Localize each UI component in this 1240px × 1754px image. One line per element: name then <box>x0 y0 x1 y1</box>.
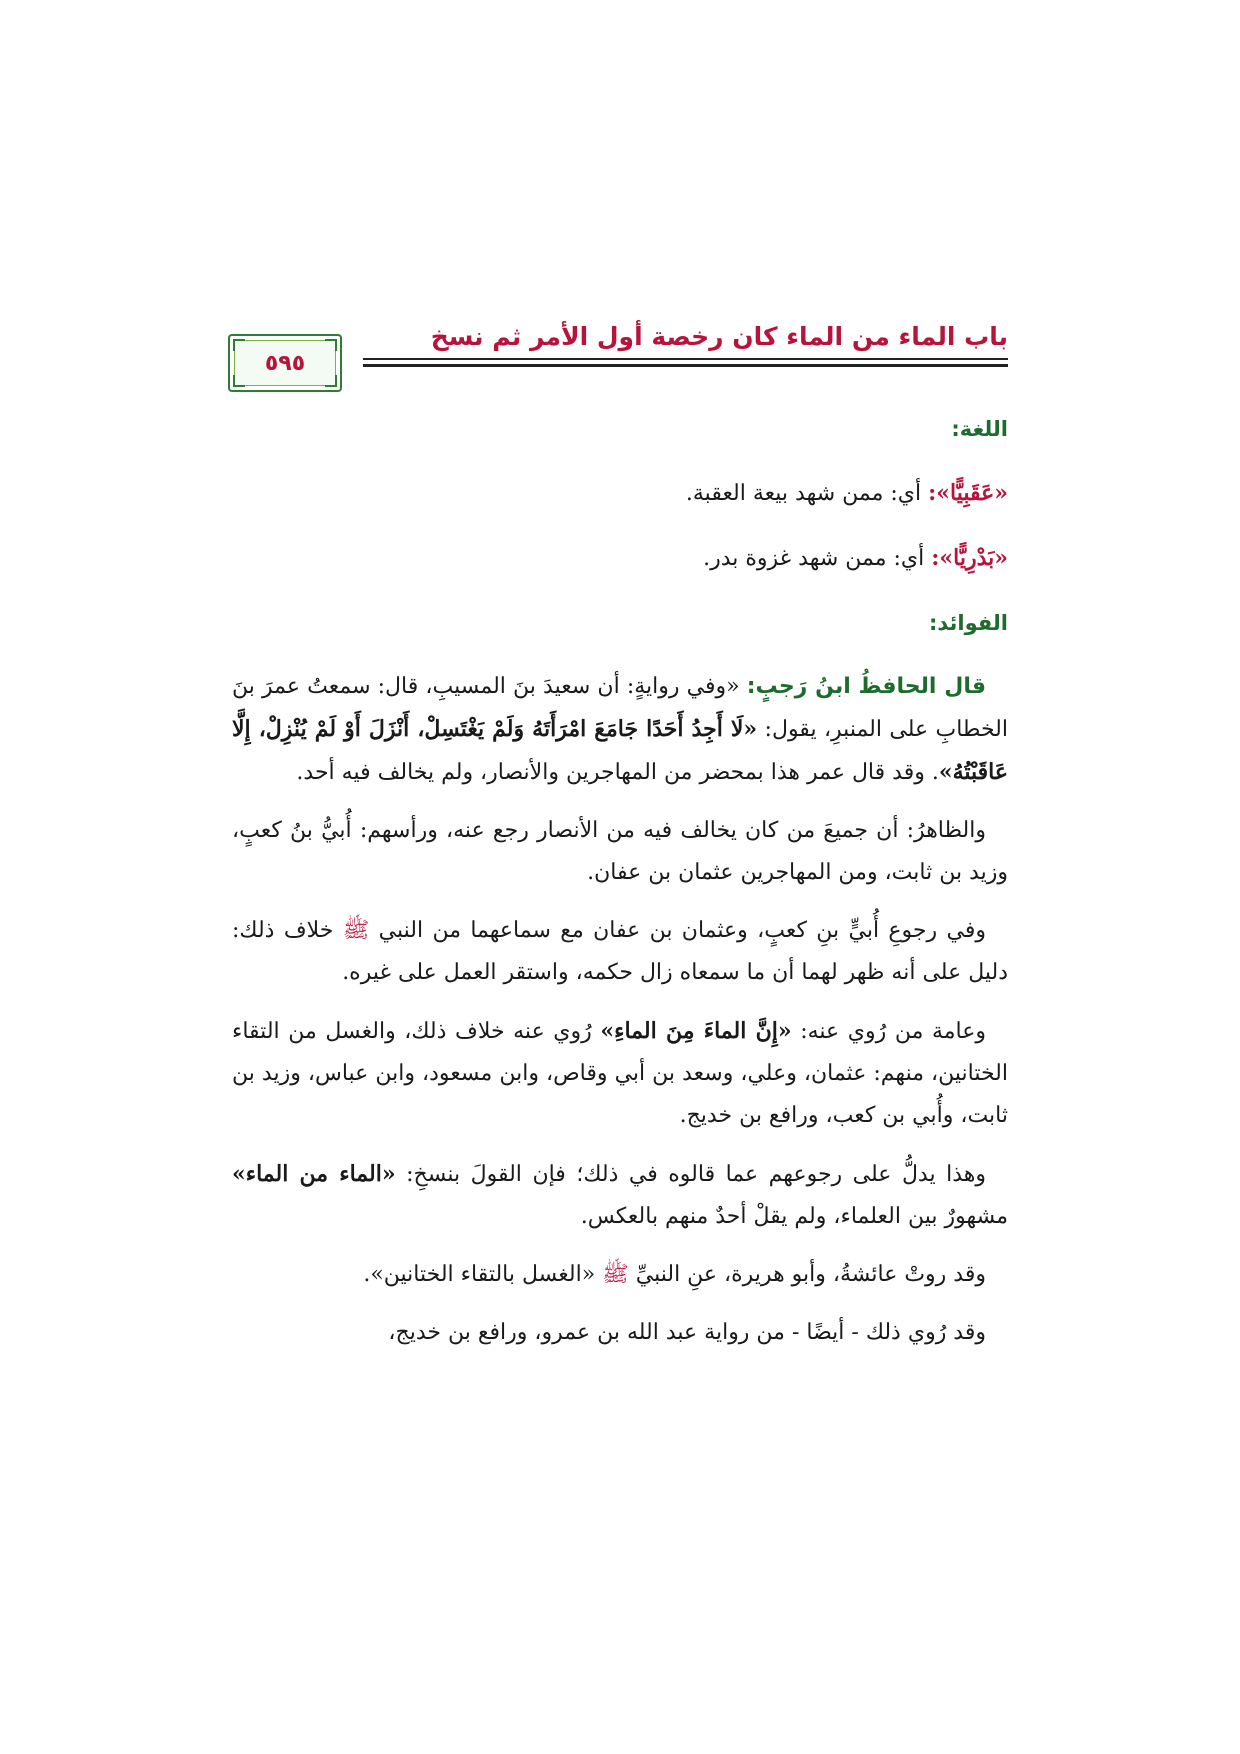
page-header <box>228 318 1008 378</box>
gloss-meaning: أي: ممن شهد بيعة العقبة. <box>685 481 922 506</box>
frame-corner-ornament <box>325 375 337 387</box>
paragraph <box>232 1254 1008 1296</box>
speaker-name: قال الحافظُ ابنُ رَجبٍ: <box>746 674 986 699</box>
paragraph-text: وقد روتْ عائشةُ، وأبو هريرة، عنِ النبيِّ <box>635 1262 986 1287</box>
frame-corner-ornament <box>325 339 337 351</box>
header-rule <box>363 358 1008 360</box>
language-heading: اللغة: <box>951 417 1008 441</box>
paragraph <box>232 910 1008 994</box>
paragraph-text: . وقد قال عمر هذا بمحضر من المهاجرين والأنصار، ولم يخالف فيه أحد. <box>296 760 939 785</box>
hadith-quote: «لَا أَجِدُ أَحَدًا جَامَعَ امْرَأَتَهُ وَلَمْ يَغْتَسِلْ، أَنْزَلَ أَوْ لَمْ يُنْزِلْ، إِلَّا عَاقَبْتُهُ» <box>232 716 1008 785</box>
frame-corner-ornament <box>233 375 245 387</box>
paragraph <box>232 1010 1008 1137</box>
gloss-term: «عَقَبِيًّا»: <box>928 480 1008 506</box>
paragraph <box>232 666 1008 794</box>
gloss-entry <box>232 537 1008 580</box>
paragraph-text: خلاف ذلك: دليل على أنه ظهر لهما أن ما سمعاه زال حكمه، واستقر العمل على غيره. <box>232 918 1008 985</box>
gloss-meaning: أي: ممن شهد غزوة بدر. <box>703 546 925 571</box>
main-text <box>232 408 1008 1370</box>
hadith-quote: «إِنَّ الماءَ مِنَ الماءِ» <box>600 1018 792 1044</box>
benefits-heading: الفوائد: <box>929 611 1008 635</box>
paragraph-text: «وفي روايةٍ: أن سعيدَ بنَ المسيبِ، قال: سمعتُ عمرَ بنَ الخطابِ على المنبرِ، يقول: <box>232 674 1008 742</box>
paragraph: والظاهرُ: أن جميعَ من كان يخالف فيه من الأنصار رجع عنه، ورأسهم: أُبيُّ بنُ كعبٍ، وزيد بن ثابت، ومن المهاجرين عثمان بن عفان. <box>232 818 1008 885</box>
header-rule <box>363 364 1008 367</box>
salutation-glyph: ﷺ <box>602 1262 629 1287</box>
paragraph-text: مشهورٌ بين العلماء، ولم يقلْ أحدٌ منهم بالعكس. <box>580 1204 1008 1229</box>
page-number-frame <box>228 334 342 392</box>
gloss-entry <box>232 472 1008 515</box>
page-number: ٥٩٥ <box>264 350 306 376</box>
hadith-quote: «الماء من الماء» <box>232 1161 396 1187</box>
paragraph-text: وهذا يدلُّ على رجوعهم عما قالوه في ذلك؛ فإن القولَ بنسخِ: <box>406 1162 987 1187</box>
paragraph-text: رُوي عنه خلاف ذلك، والغسل من التقاء الختانين، منهم: عثمان، وعلي، وسعد بن أبي وقاص، وابن مسعود، وابن عباس، وزيد بن ثابت، وأُبي بن كعب، ورافع بن خديج. <box>232 1019 1009 1128</box>
paragraph: وقد رُوي ذلك - أيضًا - من رواية عبد الله بن عمرو، ورافع بن خديج، <box>388 1320 986 1345</box>
paragraph-text: «الغسل بالتقاء الختانين». <box>363 1262 596 1287</box>
paragraph-text: وفي رجوعِ أُبيٍّ بنِ كعبٍ، وعثمان بن عفان مع سماعهما من النبي <box>378 918 986 943</box>
gloss-term: «بَدْرِيًّا»: <box>931 545 1008 571</box>
paragraph-text: وعامة من رُوي عنه: <box>800 1019 986 1044</box>
salutation-glyph: ﷺ <box>342 918 370 943</box>
paragraph <box>232 1153 1008 1238</box>
frame-corner-ornament <box>233 339 245 351</box>
chapter-title: باب الماء من الماء كان رخصة أول الأمر ثم نسخ <box>430 322 1008 351</box>
